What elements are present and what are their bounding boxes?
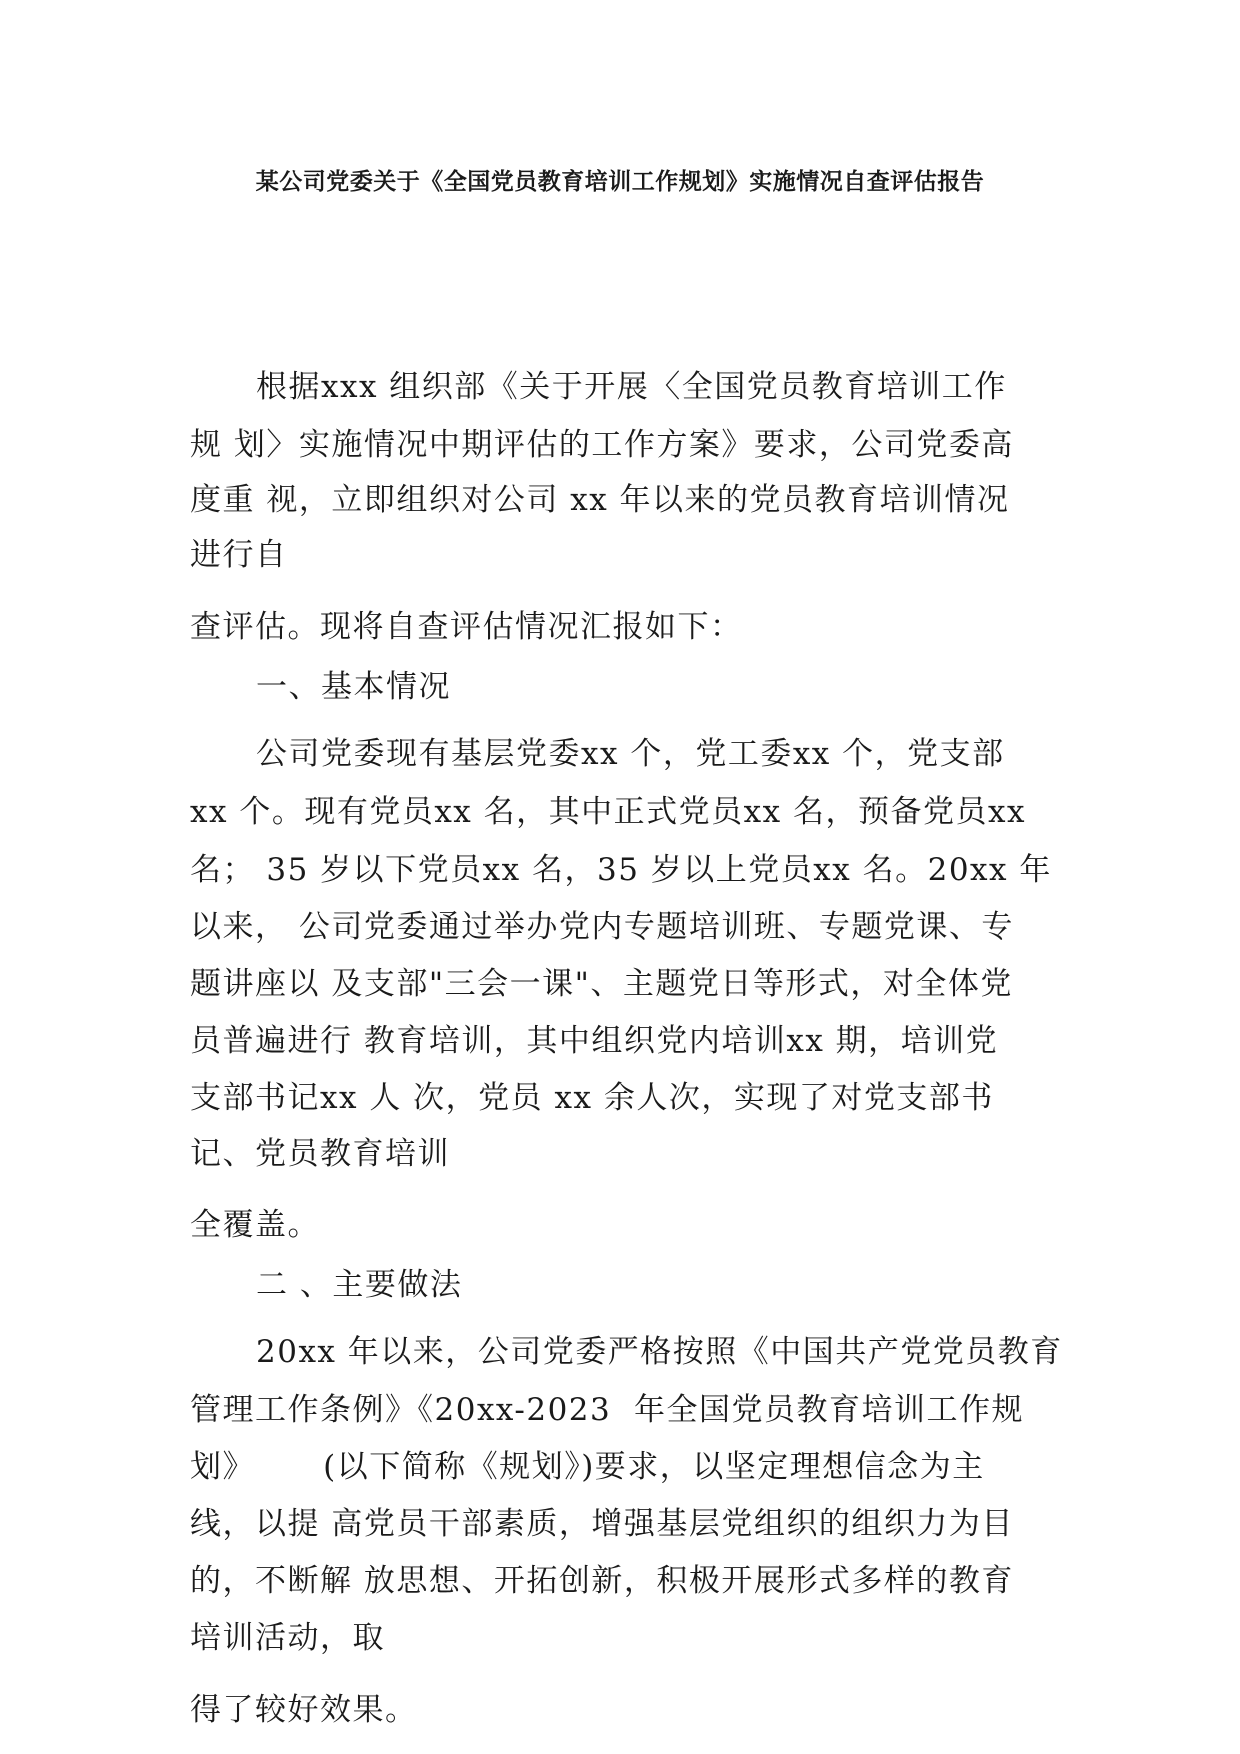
paragraph-line: 查评估。现将自查评估情况汇报如下： (190, 609, 743, 645)
paragraph-line: 规 划〉实施情况中期评估的工作方案》要求，公司党委高 (190, 427, 1014, 463)
paragraph-line: 线，以提 高党员干部素质，增强基层党组织的组织力为目 (190, 1506, 1014, 1542)
paragraph-line: 管理工作条例》《20xx-2023 年全国党员教育培训工作规 (190, 1392, 1024, 1428)
paragraph-line: xx 个。现有党员xx 名，其中正式党员xx 名，预备党员xx (190, 794, 1026, 830)
paragraph-line: 进行自 (190, 537, 288, 573)
paragraph-line: 记、党员教育培训 (190, 1136, 450, 1172)
section-heading: 二 、主要做法 (256, 1267, 463, 1303)
paragraph-line: 得了较好效果。 (190, 1692, 418, 1728)
paragraph-line: 培训活动，取 (190, 1620, 385, 1656)
paragraph-line: 划》 (以下简称《规划》)要求，以坚定理想信念为主 (190, 1449, 985, 1485)
section-heading: 一、基本情况 (256, 669, 451, 705)
paragraph-line: 根据xxx 组织部《关于开展〈全国党员教育培训工作 (256, 369, 1007, 405)
paragraph-line: 题讲座以 及支部"三会一课"、主题党日等形式，对全体党 (190, 966, 1013, 1002)
paragraph-line: 员普遍进行 教育培训，其中组织党内培训xx 期，培训党 (190, 1023, 999, 1059)
paragraph-line: 20xx 年以来，公司党委严格按照《中国共产党党员教育 (256, 1334, 1063, 1370)
document-title: 某公司党委关于《全国党员教育培训工作规划》实施情况自查评估报告 (255, 169, 985, 195)
paragraph-line: 支部书记xx 人 次，党员 xx 余人次，实现了对党支部书 (190, 1080, 994, 1116)
paragraph-line: 的，不断解 放思想、开拓创新，积极开展形式多样的教育 (190, 1563, 1014, 1599)
paragraph-line: 以来， 公司党委通过举办党内专题培训班、专题党课、专 (190, 909, 1014, 945)
paragraph-line: 度重 视，立即组织对公司 xx 年以来的党员教育培训情况 (190, 482, 1010, 518)
paragraph-line: 全覆盖。 (190, 1207, 320, 1243)
paragraph-line: 名； 35 岁以下党员xx 名，35 岁以上党员xx 名。20xx 年 (190, 852, 1052, 888)
paragraph-line: 公司党委现有基层党委xx 个，党工委xx 个，党支部 (256, 736, 1005, 772)
